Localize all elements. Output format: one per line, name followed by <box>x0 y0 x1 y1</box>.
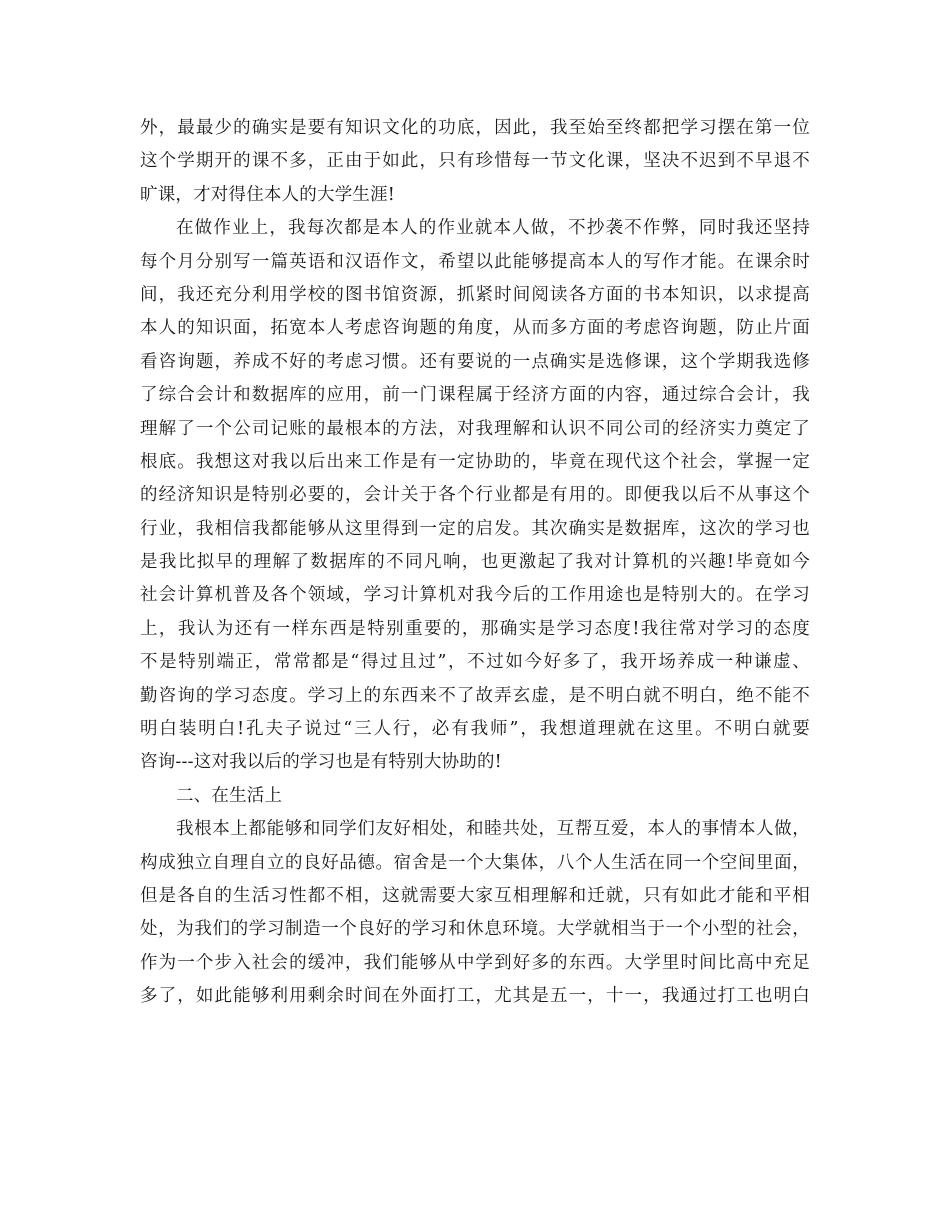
paragraph-2 <box>140 212 810 780</box>
section-heading: 二、在生活上 <box>176 785 283 806</box>
paragraph-3 <box>140 813 810 1013</box>
text-line: 我根本上都能够和同学们友好相处，和睦共处，互帮互爱，本人的事情本人做， <box>176 819 810 840</box>
text-line: 旷课，才对得住本人的大学生涯! <box>140 184 396 205</box>
text-line: 咨询---这对我以后的学习也是有特别大协助的! <box>140 752 502 773</box>
paragraph-1 <box>140 112 810 212</box>
text-line: 构成独立自理自立的良好品德。宿舍是一个大集体，八个人生活在同一个空间里面， <box>140 852 810 873</box>
text-line: 外，最最少的确实是要有知识文化的功底，因此，我至始至终都把学习摆在第一位 <box>140 118 810 138</box>
text-line: 在做作业上，我每次都是本人的作业就本人做，不抄袭不作弊，同时我还坚持 <box>176 218 810 239</box>
text-line: 不是特别端正，常常都是“得过且过”，不过如今好多了，我开场养成一种谦虚、 <box>140 652 810 673</box>
text-line: 处，为我们的学习制造一个良好的学习和休息环境。大学就相当于一个小型的社会， <box>140 919 810 940</box>
text-line: 是我比拟早的理解了数据库的不同凡响，也更激起了我对计算机的兴趣!毕竟如今 <box>140 552 810 573</box>
text-line: 但是各自的生活习性都不相，这就需要大家互相理解和迁就，只有如此才能和平相 <box>140 885 810 906</box>
text-line: 行业，我相信我都能够从这里得到一定的启发。其次确实是数据库，这次的学习也 <box>140 518 810 539</box>
text-line: 本人的知识面，拓宽本人考虑咨询题的角度，从而多方面的考虑咨询题，防止片面 <box>140 318 810 339</box>
document-body <box>140 112 810 1014</box>
text-line: 多了，如此能够利用剩余时间在外面打工，尤其是五一，十一，我通过打工也明白 <box>140 986 810 1007</box>
text-line: 了综合会计和数据库的应用，前一门课程属于经济方面的内容，通过综合会计，我 <box>140 385 810 406</box>
text-line: 这个学期开的课不多，正由于如此，只有珍惜每一节文化课，坚决不迟到不早退不 <box>140 151 810 172</box>
text-line: 的经济知识是特别必要的，会计关于各个行业都是有用的。即便我以后不从事这个 <box>140 485 810 506</box>
text-line: 理解了一个公司记账的最根本的方法，对我理解和认识不同公司的经济实力奠定了 <box>140 418 810 439</box>
text-line: 间，我还充分利用学校的图书馆资源，抓紧时间阅读各方面的书本知识，以求提高 <box>140 284 810 305</box>
text-line: 社会计算机普及各个领域，学习计算机对我今后的工作用途也是特别大的。在学习 <box>140 585 810 606</box>
text-line: 上，我认为还有一样东西是特别重要的，那确实是学习态度!我往常对学习的态度 <box>140 618 810 639</box>
text-line: 作为一个步入社会的缓冲，我们能够从中学到好多的东西。大学里时间比高中充足 <box>140 952 810 973</box>
text-line: 每个月分别写一篇英语和汉语作文，希望以此能够提高本人的写作才能。在课余时 <box>140 251 810 272</box>
text-line: 明白装明白!孔夫子说过“三人行，必有我师”，我想道理就在这里。不明白就要 <box>140 719 810 740</box>
text-line: 勤咨询的学习态度。学习上的东西来不了故弄玄虚，是不明白就不明白，绝不能不 <box>140 685 810 706</box>
text-line: 看咨询题，养成不好的考虑习惯。还有要说的一点确实是选修课，这个学期我选修 <box>140 351 810 372</box>
text-line: 根底。我想这对我以后出来工作是有一定协助的，毕竟在现代这个社会，掌握一定 <box>140 451 810 472</box>
